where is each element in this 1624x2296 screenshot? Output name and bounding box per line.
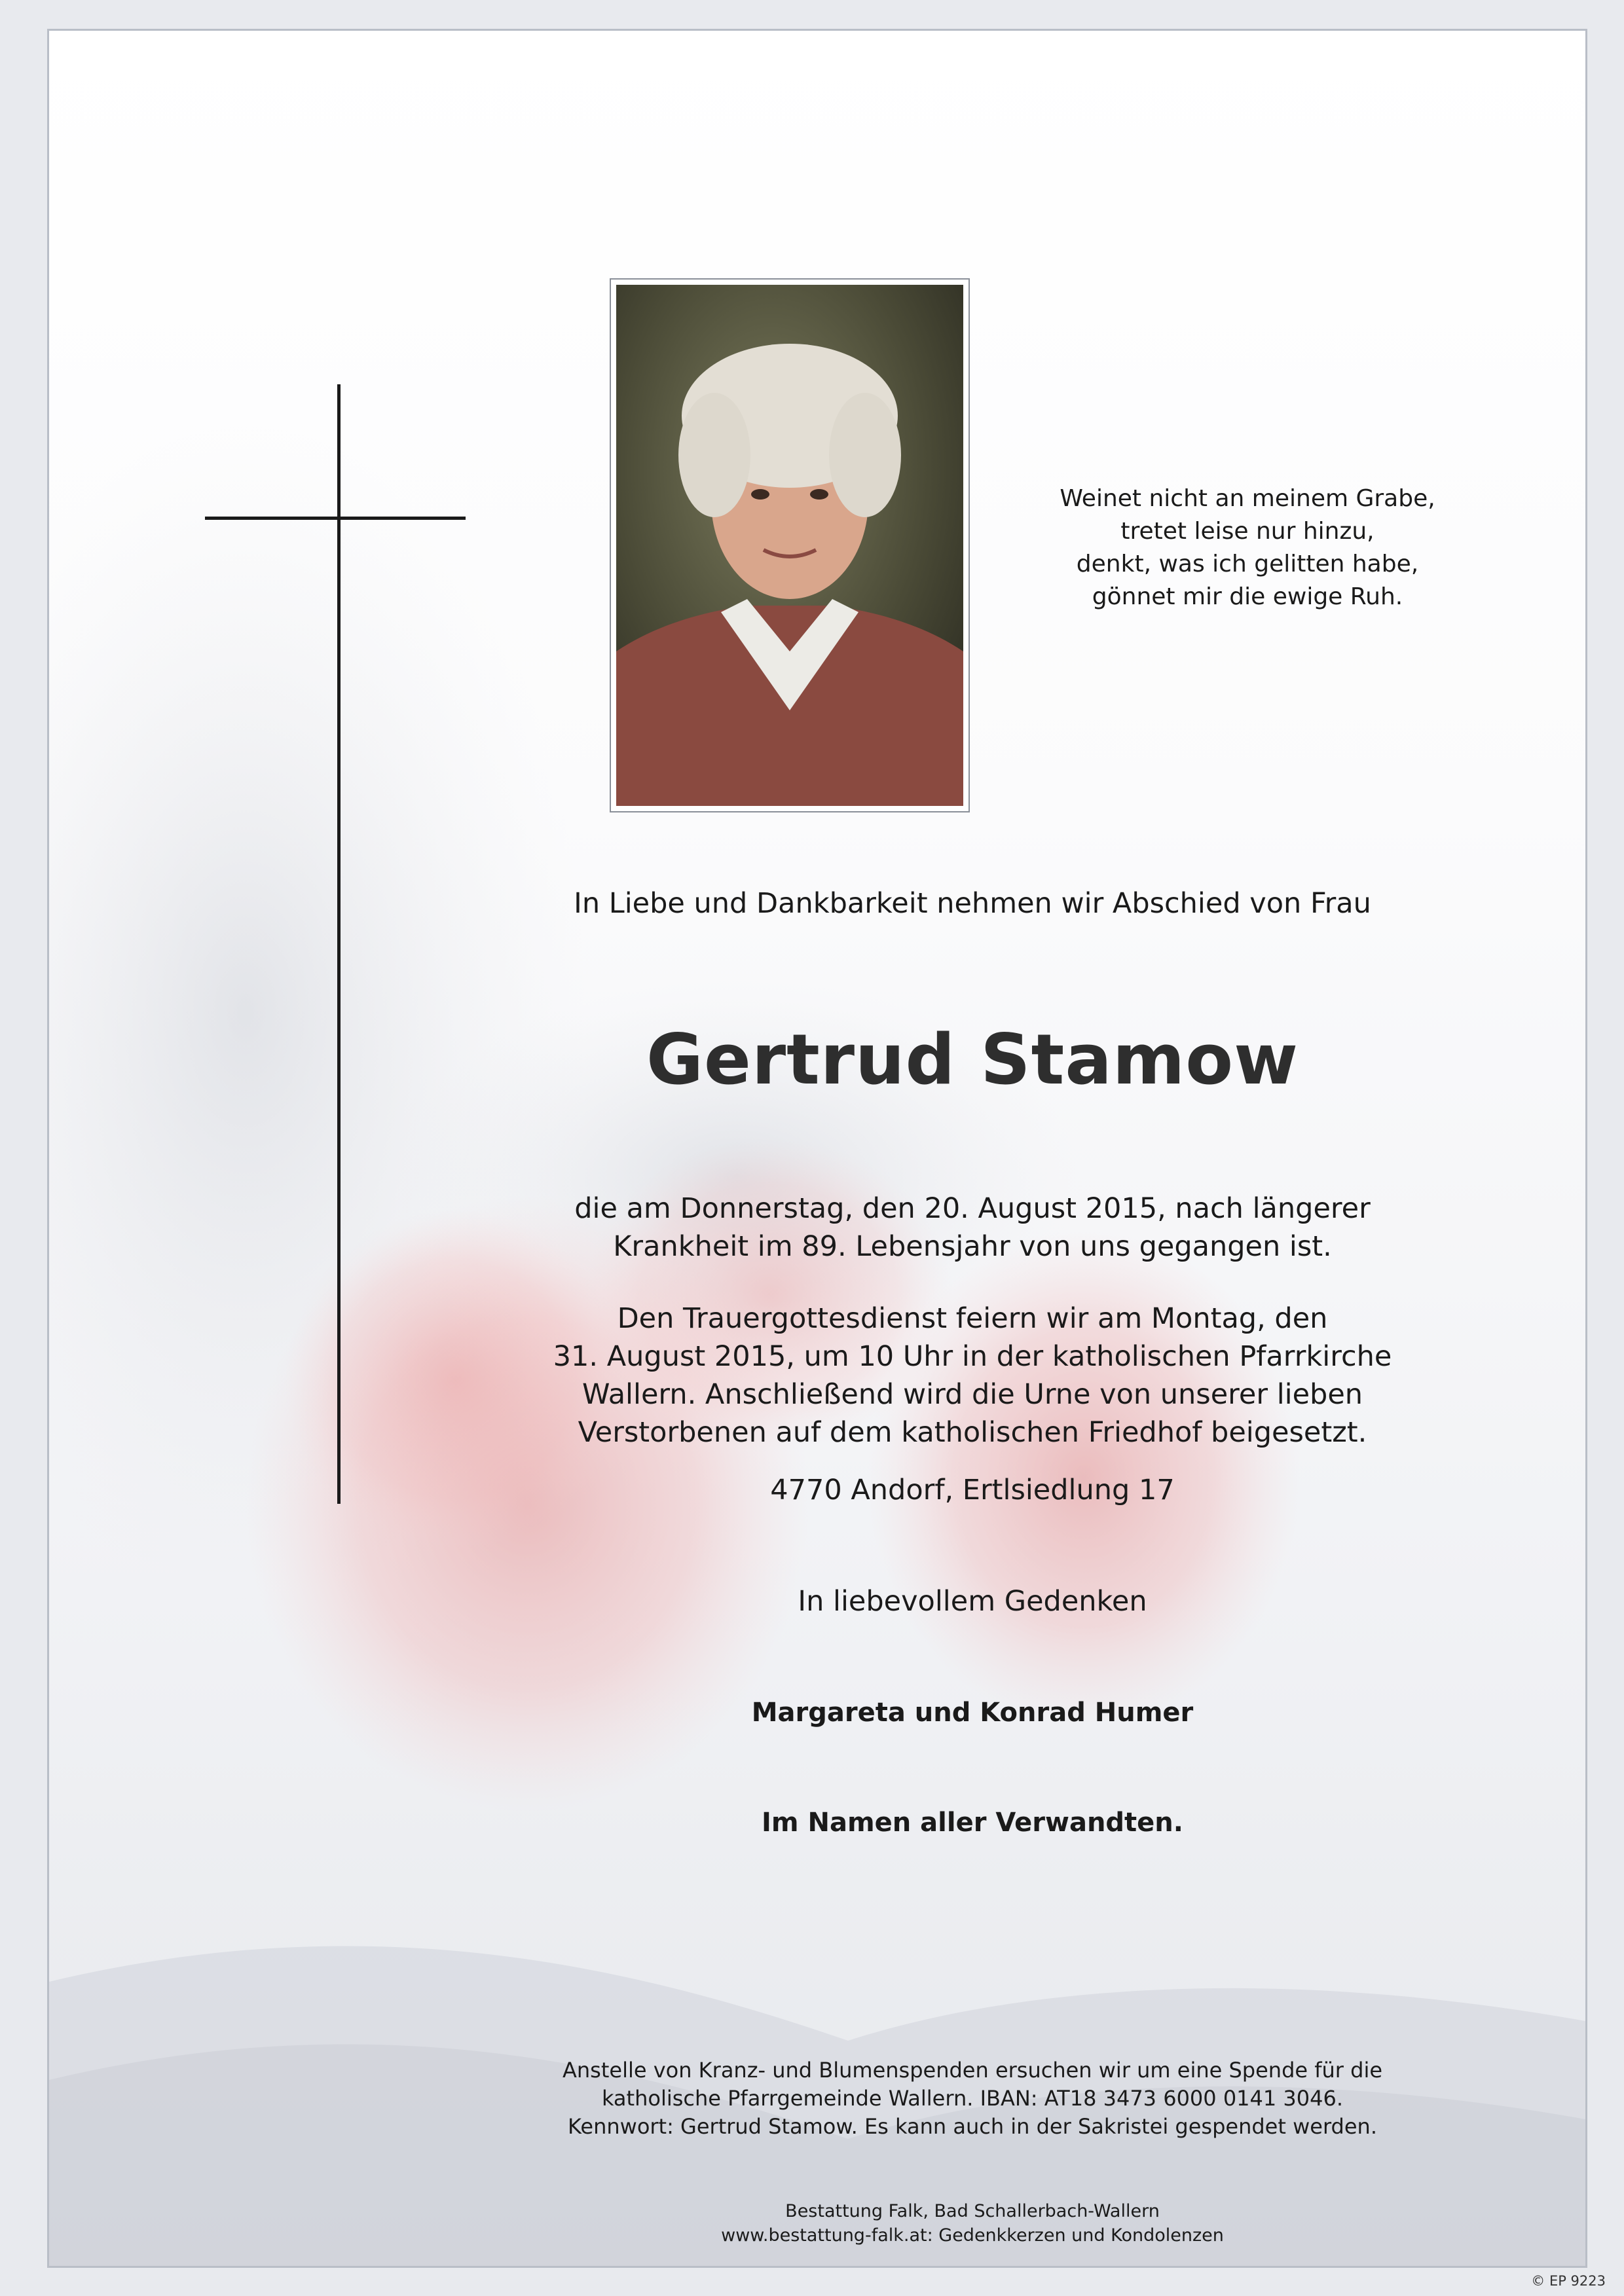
funeral-details <box>547 1300 1398 1451</box>
portrait-photo <box>616 285 963 806</box>
death-notice <box>547 1190 1398 1266</box>
portrait-frame <box>610 278 970 812</box>
catalog-code: © EP 9223 <box>1531 2273 1606 2289</box>
donation-note <box>416 2056 1529 2141</box>
remembrance-line: In liebevollem Gedenken <box>798 1585 1147 1618</box>
funeral-home-website: www.bestattung-falk.at: Gedenkkerzen und Kondolenzen <box>721 2225 1224 2246</box>
cross-beam <box>205 517 466 520</box>
memorial-poem <box>979 483 1516 613</box>
funeral-line: Den Trauergottesdienst feiern wir am Montag, den <box>617 1302 1328 1335</box>
funeral-line: 31. August 2015, um 10 Uhr in der katholischen Pfarrkirche <box>553 1340 1392 1373</box>
relatives-line: Im Namen aller Verwandten. <box>762 1808 1183 1838</box>
donation-line: Kennwort: Gertrud Stamow. Es kann auch in der Sakristei gespendet werden. <box>568 2114 1377 2139</box>
funeral-line: Wallern. Anschließend wird die Urne von unserer lieben <box>581 1378 1363 1411</box>
death-line: Krankheit im 89. Lebensjahr von uns gegangen ist. <box>613 1230 1332 1263</box>
latin-cross-icon <box>337 384 341 1504</box>
funeral-home-name: Bestattung Falk, Bad Schallerbach-Wallern <box>785 2201 1160 2221</box>
donation-line: Anstelle von Kranz- und Blumenspenden ersuchen wir um eine Spende für die <box>562 2058 1383 2083</box>
death-line: die am Donnerstag, den 20. August 2015, nach längerer <box>574 1192 1371 1225</box>
mourner-names: Margareta und Konrad Humer <box>751 1698 1194 1728</box>
obituary-page <box>47 29 1587 2268</box>
farewell-intro: In Liebe und Dankbarkeit nehmen wir Abschied von Frau <box>574 887 1371 920</box>
family-address: 4770 Andorf, Ertlsiedlung 17 <box>770 1474 1175 1506</box>
funeral-line: Verstorbenen auf dem katholischen Friedhof beigesetzt. <box>578 1416 1367 1449</box>
poem-line: gönnet mir die ewige Ruh. <box>1092 583 1403 610</box>
poem-line: denkt, was ich gelitten habe, <box>1076 551 1419 577</box>
donation-line: katholische Pfarrgemeinde Wallern. IBAN: AT18 3473 6000 0141 3046. <box>601 2086 1344 2111</box>
funeral-home-footer <box>547 2199 1398 2248</box>
poem-line: tretet leise nur hinzu, <box>1120 518 1375 545</box>
poem-line: Weinet nicht an meinem Grabe, <box>1060 485 1435 512</box>
deceased-name: Gertrud Stamow <box>646 1019 1299 1100</box>
